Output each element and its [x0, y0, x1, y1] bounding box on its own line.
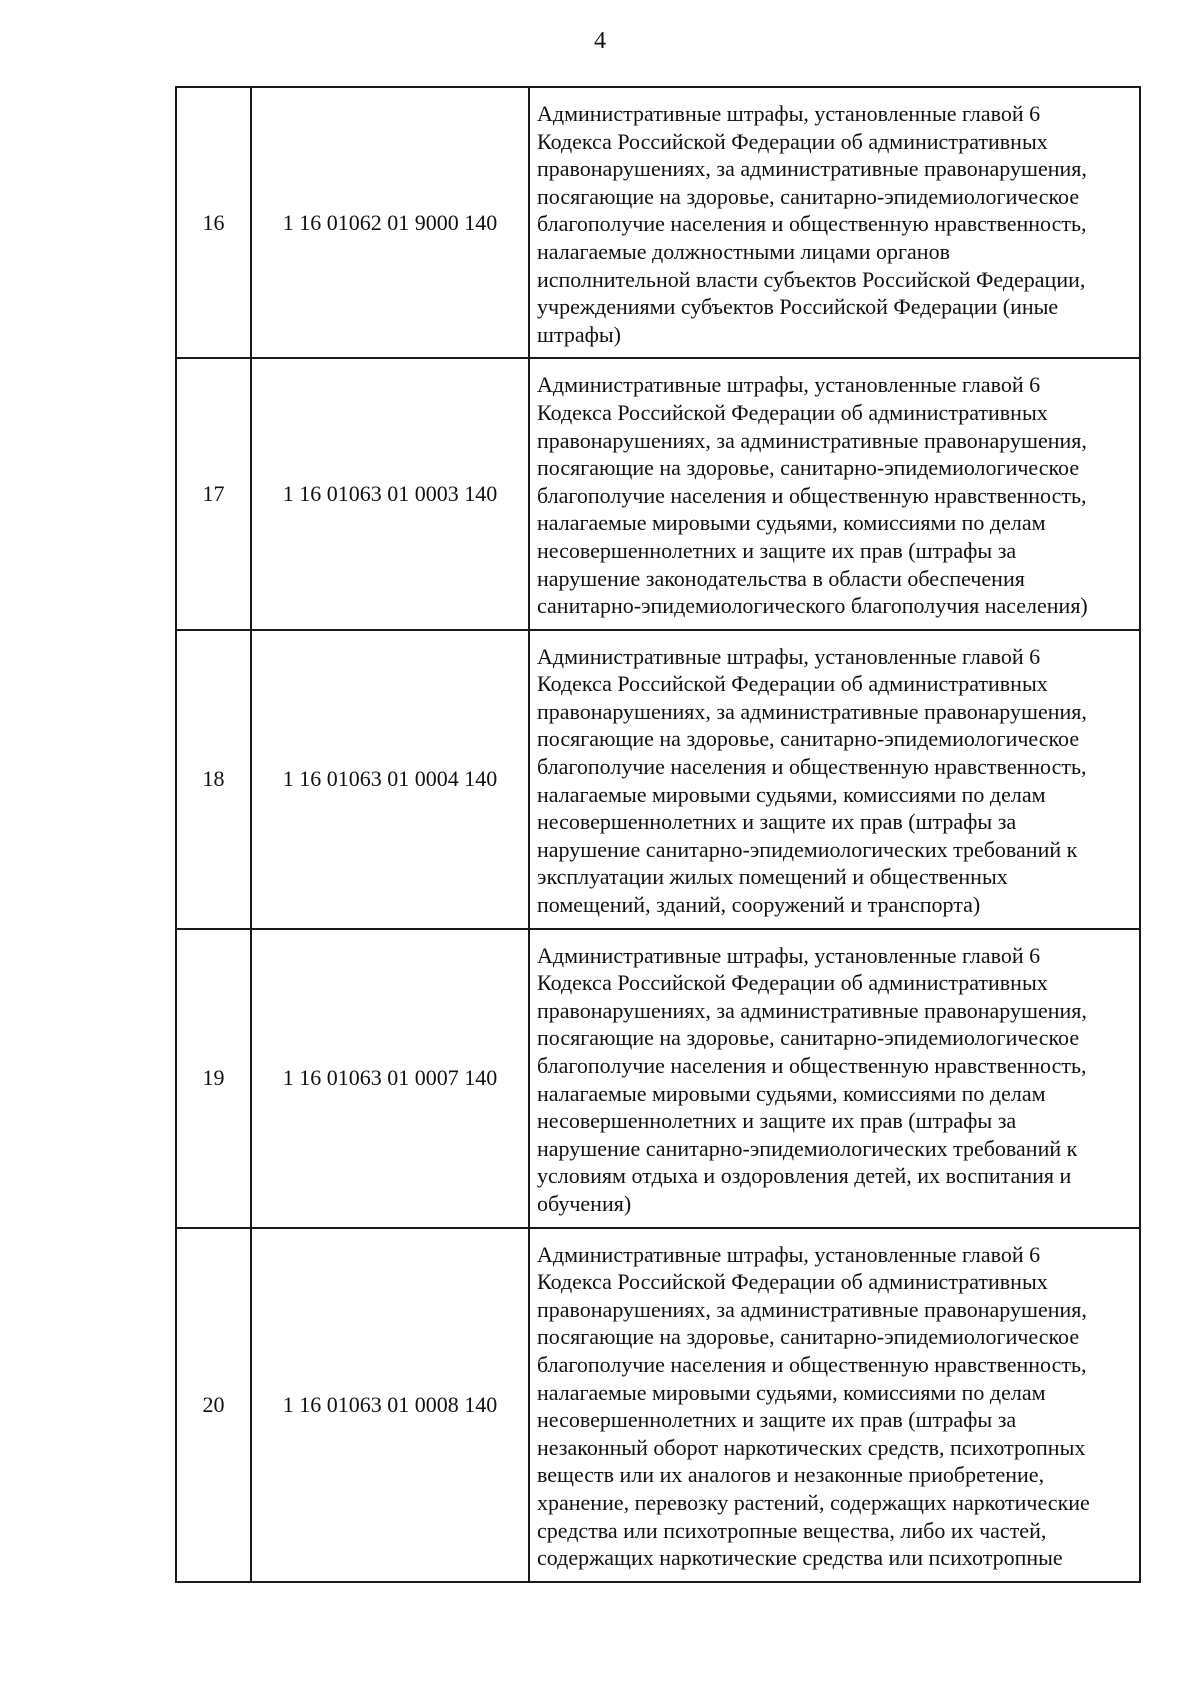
description-line: незаконный оборот наркотических средств, психотропных — [537, 1434, 1086, 1460]
description-line: налагаемые мировыми судьями, комиссиями по делам — [537, 510, 1046, 536]
row-number: 17 — [176, 358, 251, 629]
description-line: исполнительной власти субъектов Российской Федерации, — [537, 266, 1086, 292]
description-line: нарушение законодательства в области обеспечения — [537, 565, 1025, 591]
description-line: налагаемые мировыми судьями, комиссиями по делам — [537, 1379, 1046, 1405]
description-line: средства или психотропные вещества, либо их частей, — [537, 1517, 1047, 1543]
description-line: содержащих наркотические средства или психотропные — [537, 1545, 1063, 1571]
description-line: обучения) — [537, 1190, 632, 1216]
description-line: правонарушениях, за административные правонарушения, — [537, 1296, 1087, 1322]
budget-code: 1 16 01063 01 0007 140 — [251, 929, 529, 1228]
description-line: несовершеннолетних и защите их прав (штрафы за — [537, 1407, 1017, 1433]
description-line: Кодекса Российской Федерации об административных — [537, 128, 1048, 154]
description-line: несовершеннолетних и защите их прав (штрафы за — [537, 537, 1017, 563]
description-line: Административные штрафы, установленные главой 6 — [537, 101, 1041, 126]
table-row — [176, 358, 1140, 629]
description-line: посягающие на здоровье, санитарно-эпидемиологическое — [537, 1025, 1080, 1051]
description-line: Кодекса Российской Федерации об административных — [537, 1269, 1048, 1295]
budget-code: 1 16 01063 01 0003 140 — [251, 358, 529, 629]
description-line: правонарушениях, за административные правонарушения, — [537, 156, 1087, 182]
description-line: эксплуатации жилых помещений и общественных — [537, 864, 1008, 890]
description-line: посягающие на здоровье, санитарно-эпидемиологическое — [537, 726, 1080, 752]
budget-code: 1 16 01063 01 0008 140 — [251, 1228, 529, 1582]
row-description — [529, 87, 1140, 358]
fines-table — [175, 86, 1141, 1583]
row-description — [529, 358, 1140, 629]
description-line: благополучие населения и общественную нравственность, — [537, 211, 1087, 237]
description-line: правонарушениях, за административные правонарушения, — [537, 698, 1087, 724]
description-line: условиям отдыха и оздоровления детей, их воспитания и — [537, 1163, 1072, 1189]
description-line: санитарно-эпидемиологического благополучия населения) — [537, 593, 1088, 619]
description-line: штрафы) — [537, 321, 621, 347]
description-line: Административные штрафы, установленные главой 6 — [537, 942, 1041, 968]
description-line: нарушение санитарно-эпидемиологических требований к — [537, 836, 1078, 862]
description-line: Административные штрафы, установленные главой 6 — [537, 1241, 1041, 1267]
description-line: правонарушениях, за административные правонарушения, — [537, 427, 1087, 453]
description-line: благополучие населения и общественную нравственность, — [537, 482, 1087, 508]
row-number: 20 — [176, 1228, 251, 1582]
table-row — [176, 929, 1140, 1228]
table-row — [176, 87, 1140, 358]
description-line: хранение, перевозку растений, содержащих наркотические — [537, 1489, 1090, 1515]
row-description — [529, 929, 1140, 1228]
description-line: Кодекса Российской Федерации об административных — [537, 671, 1048, 697]
description-line: Кодекса Российской Федерации об административных — [537, 399, 1048, 425]
description-line: налагаемые мировыми судьями, комиссиями по делам — [537, 781, 1046, 807]
description-line: благополучие населения и общественную нравственность, — [537, 754, 1087, 780]
description-line: налагаемые должностными лицами органов — [537, 238, 950, 264]
description-line: несовершеннолетних и защите их прав (штрафы за — [537, 809, 1017, 835]
description-line: налагаемые мировыми судьями, комиссиями по делам — [537, 1080, 1046, 1106]
fines-table-body — [176, 87, 1140, 1582]
description-line: правонарушениях, за административные правонарушения, — [537, 997, 1087, 1023]
description-line: веществ или их аналогов и незаконные приобретение, — [537, 1462, 1045, 1488]
budget-code: 1 16 01063 01 0004 140 — [251, 630, 529, 929]
description-line: благополучие населения и общественную нравственность, — [537, 1351, 1087, 1377]
budget-code: 1 16 01062 01 9000 140 — [251, 87, 529, 358]
row-description — [529, 1228, 1140, 1582]
table-row — [176, 1228, 1140, 1582]
description-line: Административные штрафы, установленные главой 6 — [537, 372, 1041, 398]
description-line: посягающие на здоровье, санитарно-эпидемиологическое — [537, 1324, 1080, 1350]
description-line: посягающие на здоровье, санитарно-эпидемиологическое — [537, 183, 1080, 209]
row-number: 19 — [176, 929, 251, 1228]
description-line: Кодекса Российской Федерации об административных — [537, 970, 1048, 996]
description-line: посягающие на здоровье, санитарно-эпидемиологическое — [537, 455, 1080, 481]
description-line: Административные штрафы, установленные главой 6 — [537, 643, 1041, 669]
description-line: несовершеннолетних и защите их прав (штрафы за — [537, 1108, 1017, 1134]
table-row — [176, 630, 1140, 929]
page-number: 4 — [594, 28, 606, 54]
description-line: учреждениями субъектов Российской Федерации (иные — [537, 294, 1059, 320]
row-number: 16 — [176, 87, 251, 358]
description-line: нарушение санитарно-эпидемиологических требований к — [537, 1135, 1078, 1161]
description-line: благополучие населения и общественную нравственность, — [537, 1053, 1087, 1078]
row-description — [529, 630, 1140, 929]
description-line: помещений, зданий, сооружений и транспорта) — [537, 892, 981, 918]
row-number: 18 — [176, 630, 251, 929]
